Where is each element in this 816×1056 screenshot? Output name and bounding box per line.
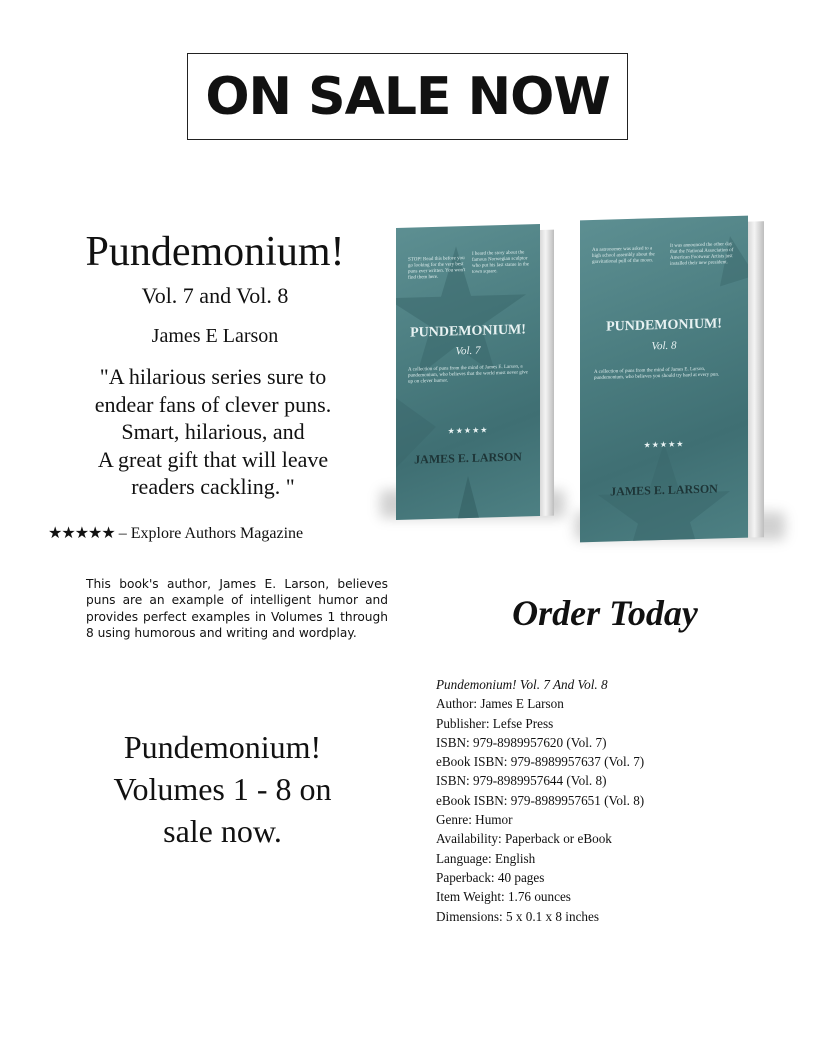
detail-line: eBook ISBN: 979-8989957637 (Vol. 7) (436, 754, 645, 770)
cover-art (580, 216, 748, 543)
cover-author: JAMES E. LARSON (610, 481, 718, 499)
back-blurb-left: An astronomer was asked to a high school assembly about the gravitational pull of the moon. (592, 246, 655, 266)
cover-volume: Vol. 8 (651, 339, 677, 353)
detail-line: Availability: Paperback or eBook (436, 831, 612, 847)
back-blurb-left: STOP! Read this before you go looking for the very best puns ever written. You won't find them here. (408, 256, 466, 281)
promo-line: Pundemonium! (123, 729, 322, 765)
back-blurb-right: I heard the story about the famous Norwegian sculptor who put his last statue in the town square. (472, 250, 529, 275)
book-cover-vol-7 (396, 224, 540, 520)
banner-text: ON SALE NOW (205, 66, 610, 127)
star-rating-icon: ★★★★★ (48, 525, 115, 542)
cover-stars: ★★★★★ (447, 425, 489, 436)
detail-line: ISBN: 979-8989957644 (Vol. 8) (436, 773, 607, 789)
detail-line: Genre: Humor (436, 812, 513, 828)
detail-line: Dimensions: 5 x 0.1 x 8 inches (436, 908, 600, 924)
detail-line: eBook ISBN: 979-8989957651 (Vol. 8) (436, 792, 645, 808)
front-blurb: A collection of puns from the mind of James E. Larson, pundemonium, who believes you should try hard at every pun. (594, 366, 720, 381)
quote-line: Smart, hilarious, and (121, 419, 305, 444)
cover-volume: Vol. 7 (455, 344, 481, 358)
quote-line: endear fans of clever puns. (94, 391, 332, 417)
order-heading: Order Today (512, 593, 698, 633)
detail-line: Publisher: Lefse Press (436, 715, 554, 731)
cover-author: JAMES E. LARSON (414, 449, 522, 467)
book-subtitle: Vol. 7 and Vol. 8 (141, 283, 289, 308)
details-title: Pundemonium! Vol. 7 And Vol. 8 (436, 677, 608, 692)
book-author: James E Larson (151, 325, 279, 347)
quote-line: A great gift that will leave (97, 446, 329, 472)
cover-stars: ★★★★★ (643, 439, 685, 450)
detail-line: Author: James E Larson (436, 696, 564, 712)
review-quote (58, 363, 368, 501)
detail-line: Item Weight: 1.76 ounces (436, 889, 571, 905)
promo-text (60, 726, 385, 852)
cover-title: PUNDEMONIUM! (606, 316, 722, 335)
quote-line: "A hilarious series sure to (99, 364, 327, 389)
review-rating (48, 523, 303, 545)
book-spine (748, 221, 764, 537)
cover-title: PUNDEMONIUM! (410, 322, 526, 341)
detail-line: ISBN: 979-8989957620 (Vol. 7) (436, 734, 607, 750)
promo-line: Volumes 1 - 8 on (113, 771, 332, 807)
quote-line: readers cackling. " (131, 474, 295, 499)
back-blurb-right: It was announced the other day that the National Association of American Footwear Artists just installed their new president. (670, 242, 734, 267)
front-blurb: A collection of puns from the mind of James E. Larson, a pundemonium, who believes that the world must never give up on clever humor. (408, 364, 528, 385)
book-title: Pundemonium! (85, 229, 345, 275)
cover-art (396, 224, 540, 520)
on-sale-banner (187, 53, 628, 140)
author-blurb: This book's author, James E. Larson, believes puns are an example of intelligent humor and provides perfect examples in Volumes 1 through 8 using humorous and writing and wordplay. (86, 577, 388, 641)
rating-source: – Explore Authors Magazine (114, 525, 304, 542)
book-spine (540, 230, 554, 516)
detail-line: Language: English (436, 850, 536, 866)
book-cover-vol-8 (580, 216, 748, 543)
book-details (436, 675, 766, 926)
detail-line: Paperback: 40 pages (436, 869, 545, 885)
promo-line: sale now. (163, 813, 282, 849)
